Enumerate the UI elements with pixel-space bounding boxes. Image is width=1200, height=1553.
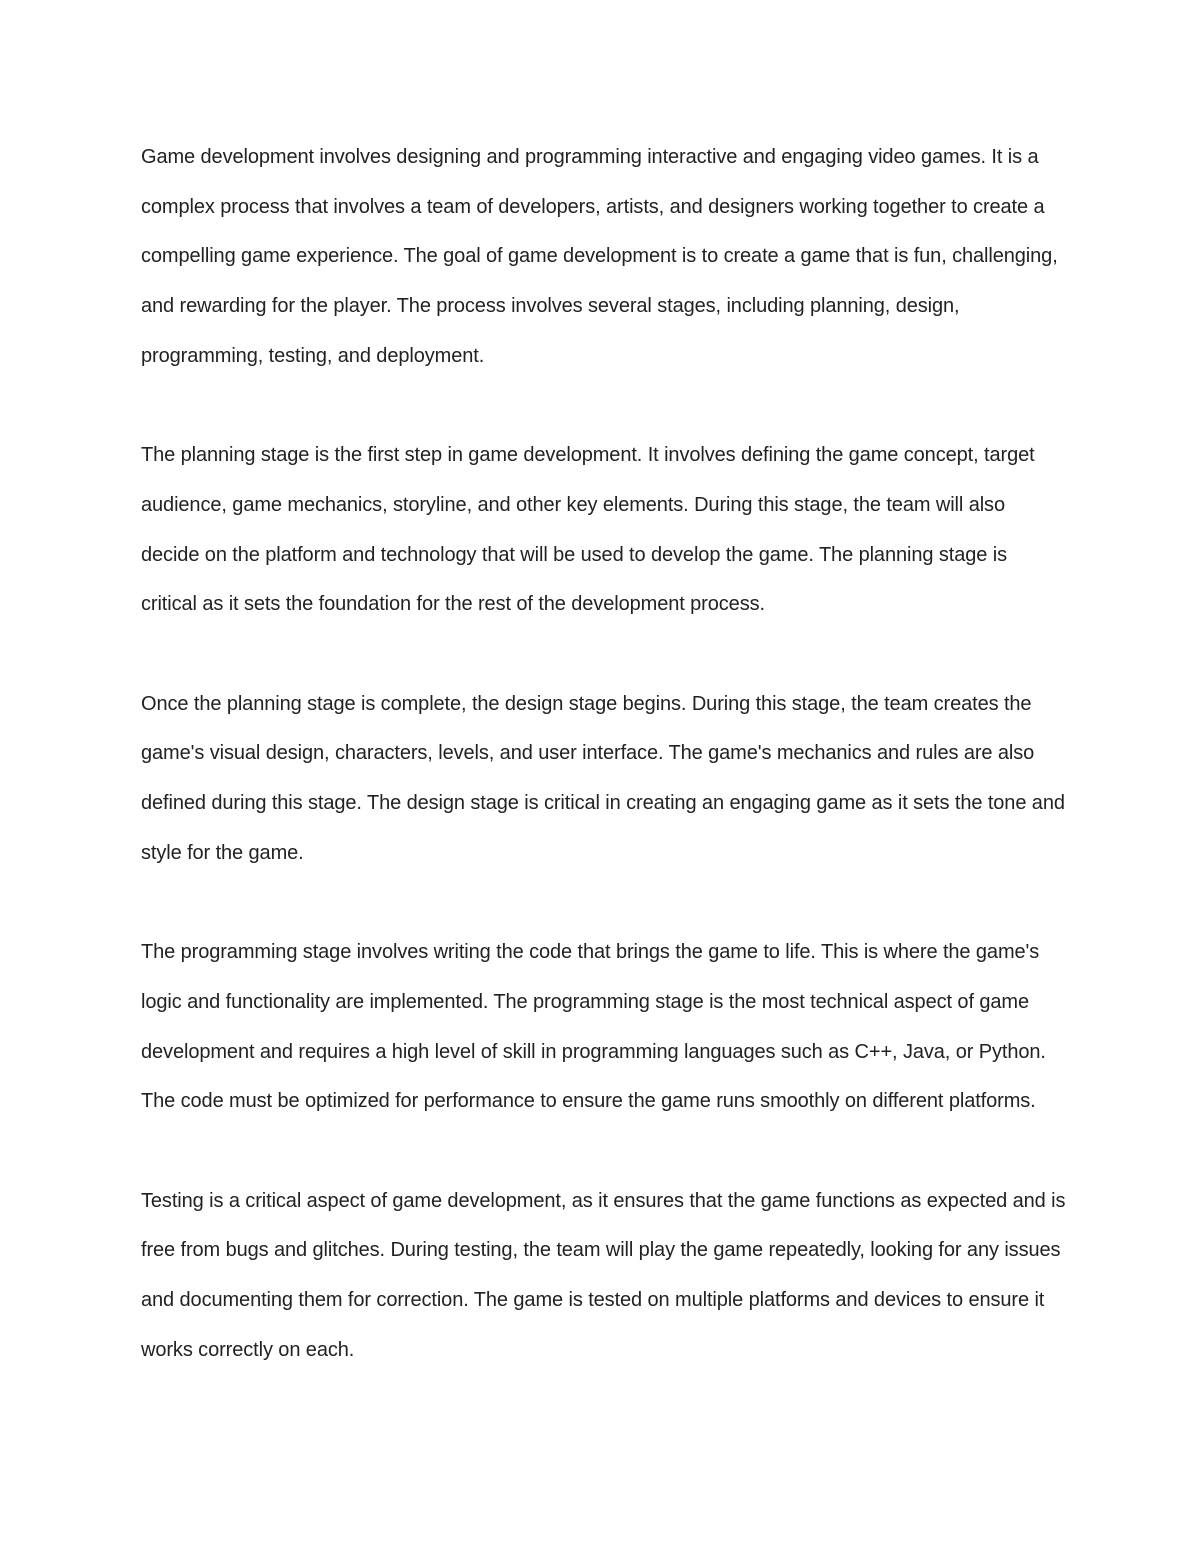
paragraph-intro: Game development involves designing and programming interactive and engaging video games. It is a complex process that involves a team of developers, artists, and designers working together to create a compelling game experience. The goal of game development is to create a game that is fun, challenging, and rewarding for the player. The process involves several stages, including planning, design, programming, testing, and deployment.: [141, 146, 1058, 367]
paragraph-design: Once the planning stage is complete, the design stage begins. During this stage, the team creates the game's visual design, characters, levels, and user interface. The game's mechanics and rules are also defined during this stage. The design stage is critical in creating an engaging game as it sets the tone and style for the game.: [141, 692, 1065, 864]
paragraph-testing: Testing is a critical aspect of game development, as it ensures that the game functions as expected and is free from bugs and glitches. During testing, the team will play the game repeatedly, looking for any issues and documenting them for correction. The game is tested on multiple platforms and devices to ensure it works correctly on each.: [141, 1189, 1066, 1361]
paragraph-programming: The programming stage involves writing the code that brings the game to life. This is where the game's logic and functionality are implemented. The programming stage is the most technical aspect of game development and requires a high level of skill in programming languages such as C++, Java, or Python. The code must be optimized for performance to ensure the game runs smoothly on different platforms.: [141, 941, 1046, 1113]
document-body: [141, 133, 1066, 1376]
paragraph-planning: The planning stage is the first step in game development. It involves defining the game concept, target audience, game mechanics, storyline, and other key elements. During this stage, the team will also decide on the platform and technology that will be used to develop the game. The planning stage is critical as it sets the foundation for the rest of the development process.: [141, 444, 1035, 616]
